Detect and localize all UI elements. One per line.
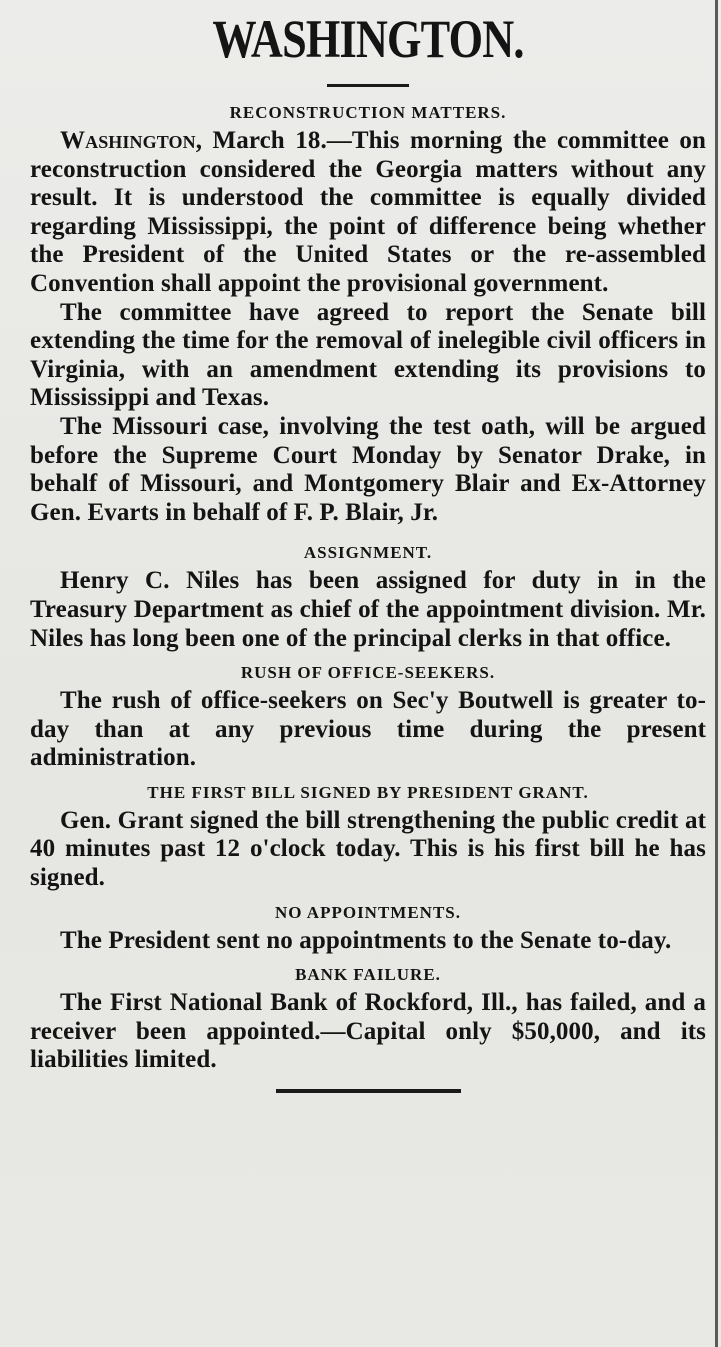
section-heading: NO APPOINTMENTS.: [274, 902, 462, 922]
section-reconstruction: [30, 101, 706, 527]
paragraph: [30, 807, 706, 893]
paragraph: [30, 687, 706, 773]
paragraph-text: Henry C. Niles has been assigned for duty in in the Treasury Department as chief of the appointment division. Mr. Niles has long been one of the principal clerks in that office.: [30, 567, 706, 652]
paragraph-text: The committee have agreed to report the Senate bill extending the time for the removal of inelegible civil officers in Virginia, with an amendment extending its provisions to Mississippi and Texas.: [30, 298, 706, 412]
section-first-bill: [30, 781, 706, 893]
section-heading: THE FIRST BILL SIGNED BY PRESIDENT GRANT.: [147, 782, 589, 802]
paragraph-text: The rush of office-seekers on Sec'y Boutwell is greater to-day than at any previous time during the present administration.: [30, 687, 706, 772]
paragraph: [30, 127, 706, 299]
end-rule: [276, 1089, 461, 1093]
column-rule: [715, 0, 718, 1347]
paragraph: [30, 413, 706, 527]
section-office-seekers: [30, 661, 706, 773]
section-heading: ASSIGNMENT.: [303, 543, 433, 563]
paragraph-text: The First National Bank of Rockford, Ill., has failed, and a receiver been appointed.—Capital only $50,000, and its liabilities limited.: [30, 989, 706, 1074]
article-masthead: WASHINGTON.: [212, 9, 524, 69]
masthead-rule: [327, 84, 409, 87]
paragraph: [30, 299, 706, 413]
section-bank-failure: [30, 963, 706, 1075]
paragraph: [30, 567, 706, 653]
section-no-appointments: [30, 901, 706, 956]
section-heading: RUSH OF OFFICE-SEEKERS.: [240, 663, 496, 683]
paragraph-text: The Missouri case, involving the test oath, will be argued before the Supreme Court Monday by Senator Drake, in behalf of Missouri, and Montgomery Blair and Ex-Attorney Gen. Evarts in behalf of F. P. Blair, Jr.: [30, 412, 706, 526]
paragraph-text: Gen. Grant signed the bill strengthening the public credit at 40 minutes past 12 o'clock today. This is his first bill he has signed.: [30, 806, 706, 892]
section-heading: BANK FAILURE.: [295, 965, 441, 985]
section-heading: RECONSTRUCTION MATTERS.: [229, 103, 507, 122]
paragraph-text: March 18.—This morning the committee on reconstruction considered the Georgia matters without any result. It is understood the committee is equally divided regarding Mississippi, the point of difference being whether the President of the United States or the re-assembled Convention shall appoint the provisional government.: [30, 127, 706, 297]
paragraph: [30, 927, 706, 956]
paragraph-text: The President sent no appointments to the Senate to-day.: [60, 926, 672, 954]
section-assignment: [30, 541, 706, 653]
dateline: Washington,: [60, 127, 203, 154]
paragraph: [30, 989, 706, 1075]
article-column: [30, 8, 706, 1093]
